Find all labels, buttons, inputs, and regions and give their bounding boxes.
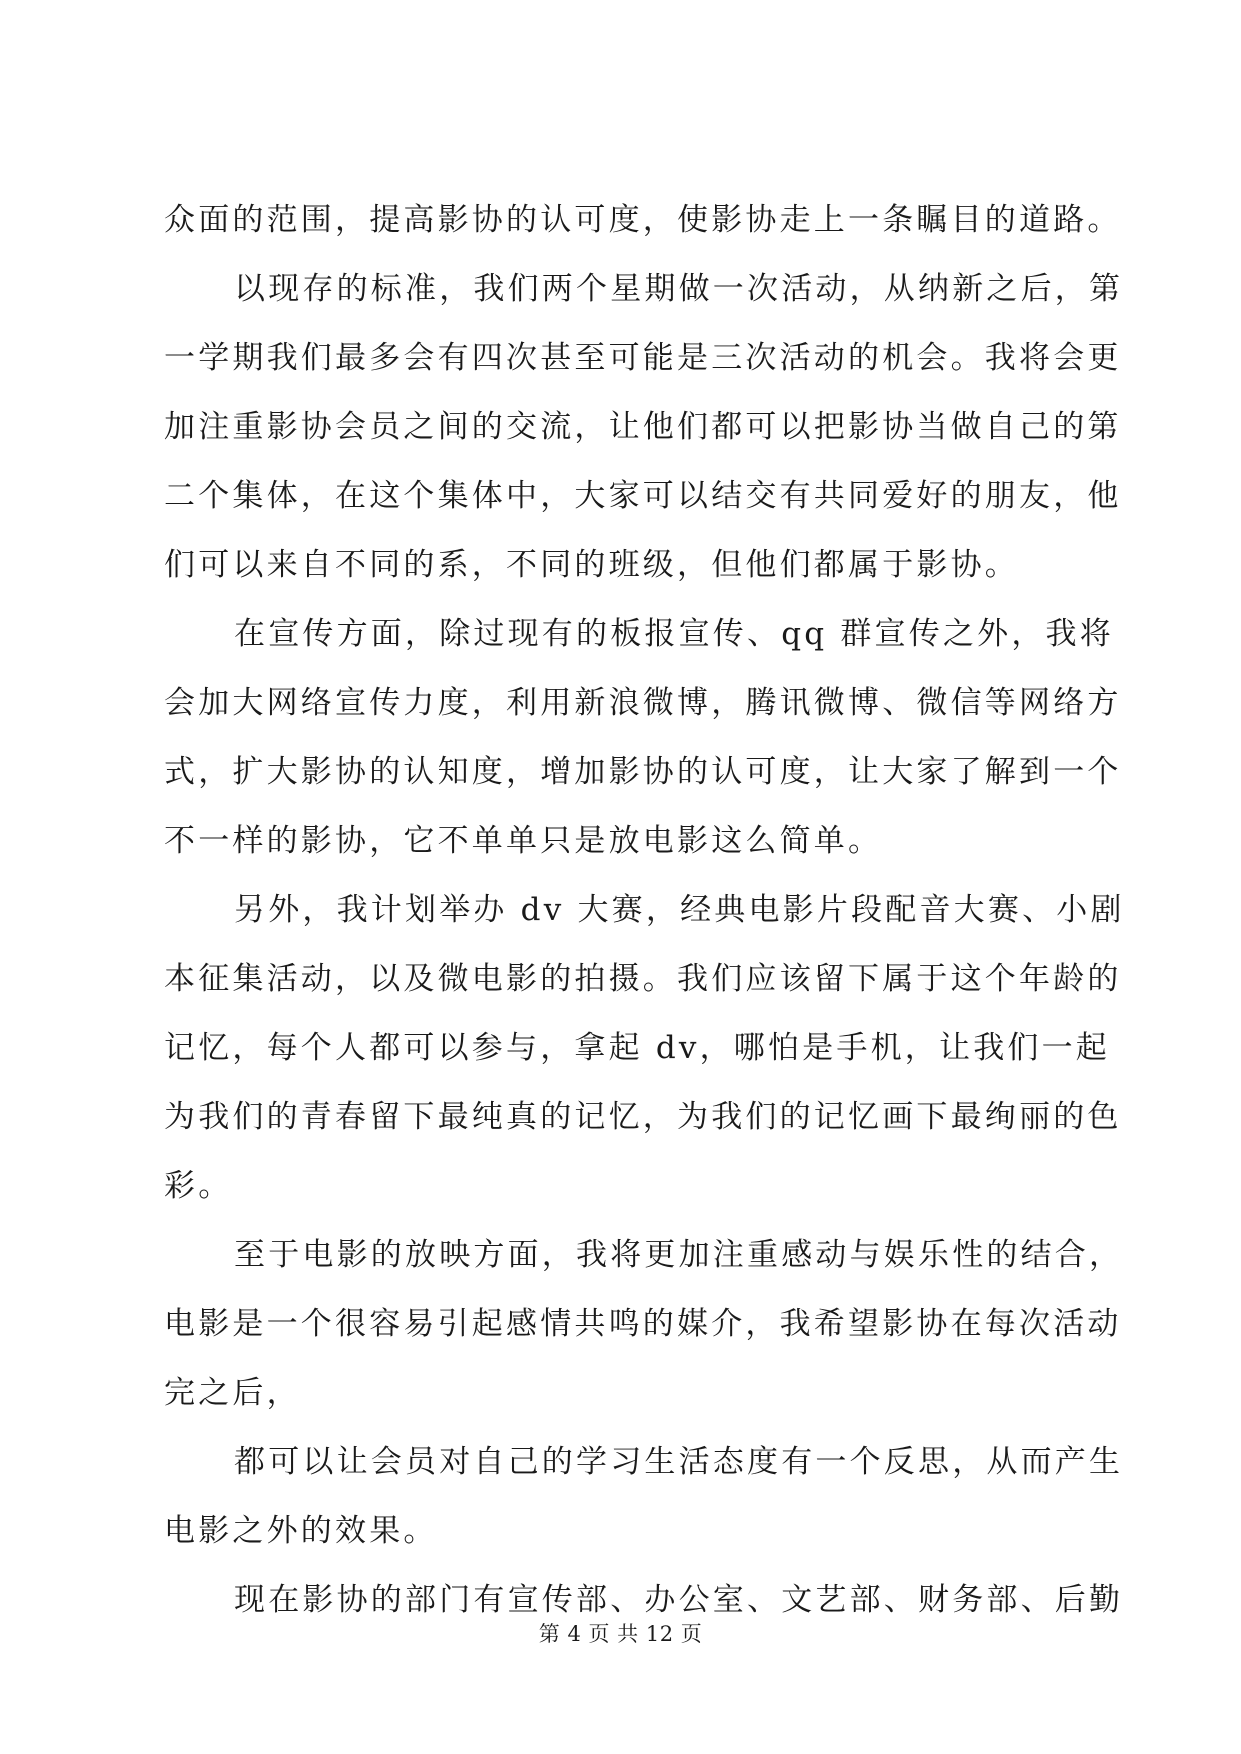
text-line: 为我们的青春留下最纯真的记忆，为我们的记忆画下最绚丽的色 [164,1099,1122,1135]
text-line: 都可以让会员对自己的学习生活态度有一个反思，从而产生 [234,1444,1124,1480]
text-line: 完之后， [164,1375,301,1411]
text-line: 在宣传方面，除过现有的板报宣传、qq 群宣传之外，我将 [234,616,1114,652]
text-line: 一学期我们最多会有四次甚至可能是三次活动的机会。我将会更 [164,340,1122,376]
text-line: 以现存的标准，我们两个星期做一次活动，从纳新之后，第 [234,271,1124,307]
text-line: 记忆，每个人都可以参与，拿起 dv，哪怕是手机，让我们一起 [164,1030,1111,1066]
text-line: 彩。 [164,1168,233,1204]
text-line: 至于电影的放映方面，我将更加注重感动与娱乐性的结合， [234,1237,1124,1273]
text-line: 众面的范围，提高影协的认可度，使影协走上一条瞩目的道路。 [164,202,1122,238]
text-line: 另外，我计划举办 dv 大赛，经典电影片段配音大赛、小剧 [234,892,1125,928]
page-number-footer: 第 4 页 共 12 页 [538,1622,703,1646]
text-line: 不一样的影协，它不单单只是放电影这么简单。 [164,823,883,859]
text-line: 式，扩大影协的认知度，增加影协的认可度，让大家了解到一个 [164,754,1122,790]
text-line: 会加大网络宣传力度，利用新浪微博，腾讯微博、微信等网络方 [164,685,1122,721]
text-line: 加注重影协会员之间的交流，让他们都可以把影协当做自己的第 [164,409,1122,445]
text-line: 们可以来自不同的系，不同的班级，但他们都属于影协。 [164,547,1019,583]
text-line: 电影是一个很容易引起感情共鸣的媒介，我希望影协在每次活动 [164,1306,1122,1342]
text-line: 电影之外的效果。 [164,1513,438,1549]
text-line: 二个集体，在这个集体中，大家可以结交有共同爱好的朋友，他 [164,478,1122,514]
text-line: 现在影协的部门有宣传部、办公室、文艺部、财务部、后勤 [234,1582,1124,1618]
text-line: 本征集活动，以及微电影的拍摄。我们应该留下属于这个年龄的 [164,961,1122,997]
